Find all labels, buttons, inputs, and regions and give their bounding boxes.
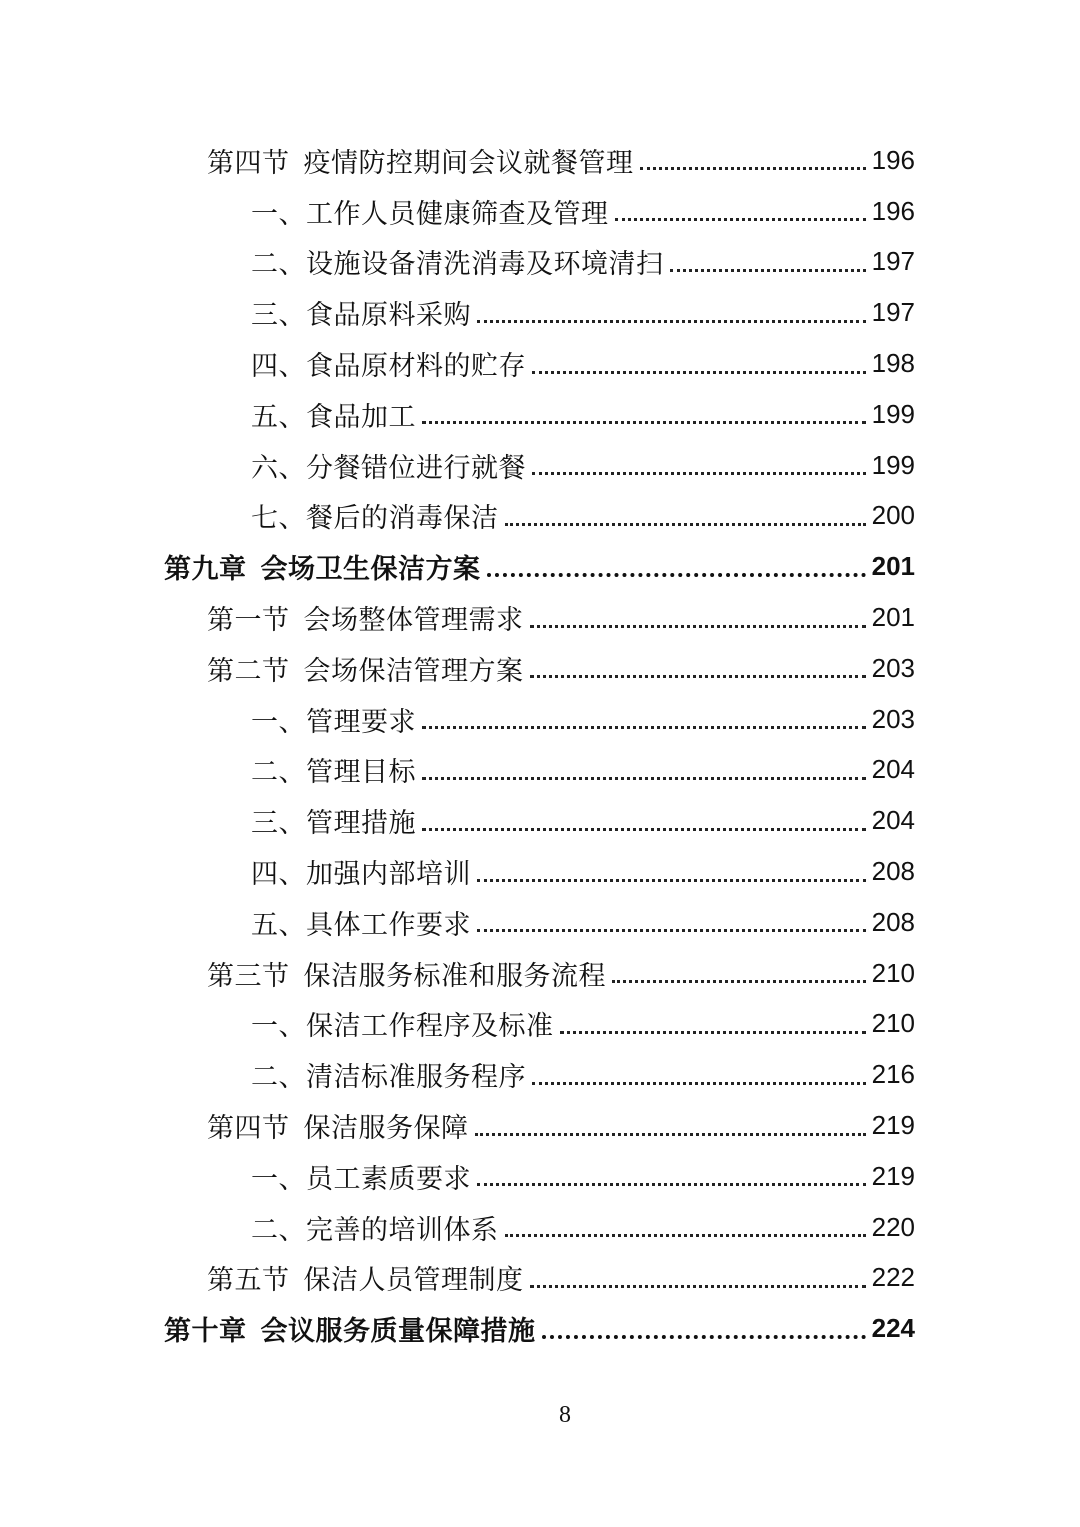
toc-page: 210	[871, 957, 915, 988]
dot-leader	[477, 928, 866, 932]
toc-title: 加强内部培训	[306, 859, 471, 891]
dot-leader	[530, 674, 866, 678]
dot-leader	[612, 979, 866, 983]
toc-page: 203	[871, 652, 915, 683]
toc-entry[interactable]	[0, 1151, 1080, 1202]
toc-title: 食品加工	[306, 401, 416, 433]
dot-leader	[422, 776, 866, 780]
toc-title: 会议服务质量保障措施	[260, 1316, 536, 1348]
toc-entry[interactable]	[0, 135, 1080, 186]
dot-leader	[422, 420, 866, 424]
toc-title: 食品原材料的贮存	[306, 351, 526, 383]
toc-chapter-entry[interactable]	[0, 1303, 1080, 1354]
toc-prefix: 一、	[251, 1163, 306, 1195]
toc-entry[interactable]	[0, 1253, 1080, 1304]
toc-entry[interactable]	[0, 643, 1080, 694]
toc-prefix: 一、	[251, 706, 306, 738]
dot-leader	[477, 878, 866, 882]
toc-page: 197	[871, 246, 915, 277]
toc-title: 食品原料采购	[306, 300, 471, 332]
toc-prefix: 五、	[251, 401, 306, 433]
toc-title: 管理要求	[306, 706, 416, 738]
dot-leader	[477, 319, 866, 323]
toc-prefix: 一、	[251, 198, 306, 230]
toc-page: 199	[871, 449, 915, 480]
toc-title: 完善的培训体系	[306, 1214, 499, 1246]
toc-title: 工作人员健康筛查及管理	[306, 198, 609, 230]
toc-title: 清洁标准服务程序	[306, 1062, 526, 1094]
toc-prefix: 第一节	[207, 605, 290, 637]
toc-page: 201	[871, 602, 915, 633]
dot-leader	[422, 725, 866, 729]
toc-prefix: 第四节	[207, 147, 290, 179]
toc-title: 设施设备清洗消毒及环境清扫	[306, 249, 664, 281]
toc-page: 216	[871, 1059, 915, 1090]
toc-prefix: 第四节	[207, 1113, 290, 1145]
toc-page: 203	[871, 703, 915, 734]
toc-prefix: 二、	[251, 757, 306, 789]
toc-title: 保洁工作程序及标准	[306, 1011, 554, 1043]
toc-entry[interactable]	[0, 897, 1080, 948]
dot-leader	[560, 1030, 866, 1034]
toc-page: 224	[871, 1313, 915, 1344]
toc-prefix: 第十章	[164, 1316, 247, 1348]
toc-page: 204	[871, 805, 915, 836]
toc-page: 199	[871, 398, 915, 429]
toc-page: 197	[871, 297, 915, 328]
toc-page: 204	[871, 754, 915, 785]
dot-leader	[530, 1284, 866, 1288]
page-number: 8	[559, 1402, 571, 1428]
toc-entry[interactable]	[0, 795, 1080, 846]
toc-entry[interactable]	[0, 846, 1080, 897]
dot-leader	[487, 572, 866, 577]
dot-leader	[532, 1081, 866, 1085]
toc-title: 管理目标	[306, 757, 416, 789]
dot-leader	[532, 370, 866, 374]
toc-page: 196	[871, 144, 915, 175]
toc-chapter-entry[interactable]	[0, 541, 1080, 592]
toc-title: 疫情防控期间会议就餐管理	[303, 147, 634, 179]
toc-prefix: 二、	[251, 1214, 306, 1246]
toc-entry[interactable]	[0, 999, 1080, 1050]
dot-leader	[640, 166, 866, 170]
table-of-contents	[0, 135, 1080, 1354]
toc-entry[interactable]	[0, 440, 1080, 491]
dot-leader	[670, 268, 866, 272]
toc-title: 会场保洁管理方案	[303, 655, 524, 687]
toc-prefix: 六、	[251, 452, 306, 484]
toc-page: 219	[871, 1160, 915, 1191]
dot-leader	[422, 827, 866, 831]
dot-leader	[615, 217, 866, 221]
toc-title: 保洁服务标准和服务流程	[303, 960, 606, 992]
toc-prefix: 第五节	[207, 1265, 290, 1297]
dot-leader	[532, 471, 866, 475]
toc-title: 会场卫生保洁方案	[260, 554, 481, 586]
toc-prefix: 二、	[251, 249, 306, 281]
toc-entry[interactable]	[0, 948, 1080, 999]
toc-entry[interactable]	[0, 1202, 1080, 1253]
toc-entry[interactable]	[0, 491, 1080, 542]
dot-leader	[505, 522, 866, 526]
toc-prefix: 第二节	[207, 655, 290, 687]
toc-prefix: 三、	[251, 300, 306, 332]
toc-title: 餐后的消毒保洁	[306, 503, 499, 535]
toc-page: 200	[871, 500, 915, 531]
toc-prefix: 第三节	[207, 960, 290, 992]
toc-page: 220	[871, 1211, 915, 1242]
toc-title: 管理措施	[306, 808, 416, 840]
toc-page: 222	[871, 1262, 915, 1293]
toc-page: 198	[871, 348, 915, 379]
toc-prefix: 四、	[251, 351, 306, 383]
toc-prefix: 二、	[251, 1062, 306, 1094]
toc-page: 219	[871, 1110, 915, 1141]
toc-entry[interactable]	[0, 389, 1080, 440]
toc-entry[interactable]	[0, 186, 1080, 237]
toc-entry[interactable]	[0, 1049, 1080, 1100]
dot-leader	[530, 624, 866, 628]
toc-title: 具体工作要求	[306, 909, 471, 941]
toc-prefix: 四、	[251, 859, 306, 891]
toc-entry[interactable]	[0, 694, 1080, 745]
toc-prefix: 七、	[251, 503, 306, 535]
toc-page: 208	[871, 856, 915, 887]
toc-entry[interactable]	[0, 287, 1080, 338]
toc-entry[interactable]	[0, 745, 1080, 796]
dot-leader	[505, 1233, 866, 1237]
toc-title: 会场整体管理需求	[303, 605, 524, 637]
toc-title: 保洁服务保障	[303, 1113, 469, 1145]
toc-entry[interactable]	[0, 592, 1080, 643]
toc-page: 201	[871, 551, 915, 582]
toc-entry[interactable]	[0, 338, 1080, 389]
toc-title: 保洁人员管理制度	[303, 1265, 524, 1297]
toc-page: 196	[871, 195, 915, 226]
toc-title: 分餐错位进行就餐	[306, 452, 526, 484]
toc-title: 员工素质要求	[306, 1163, 471, 1195]
toc-page: 208	[871, 906, 915, 937]
dot-leader	[477, 1182, 866, 1186]
toc-page: 210	[871, 1008, 915, 1039]
dot-leader	[475, 1132, 866, 1136]
toc-entry[interactable]	[0, 1100, 1080, 1151]
toc-prefix: 三、	[251, 808, 306, 840]
toc-prefix: 第九章	[164, 554, 247, 586]
toc-prefix: 一、	[251, 1011, 306, 1043]
toc-prefix: 五、	[251, 909, 306, 941]
toc-entry[interactable]	[0, 237, 1080, 288]
dot-leader	[542, 1334, 866, 1339]
